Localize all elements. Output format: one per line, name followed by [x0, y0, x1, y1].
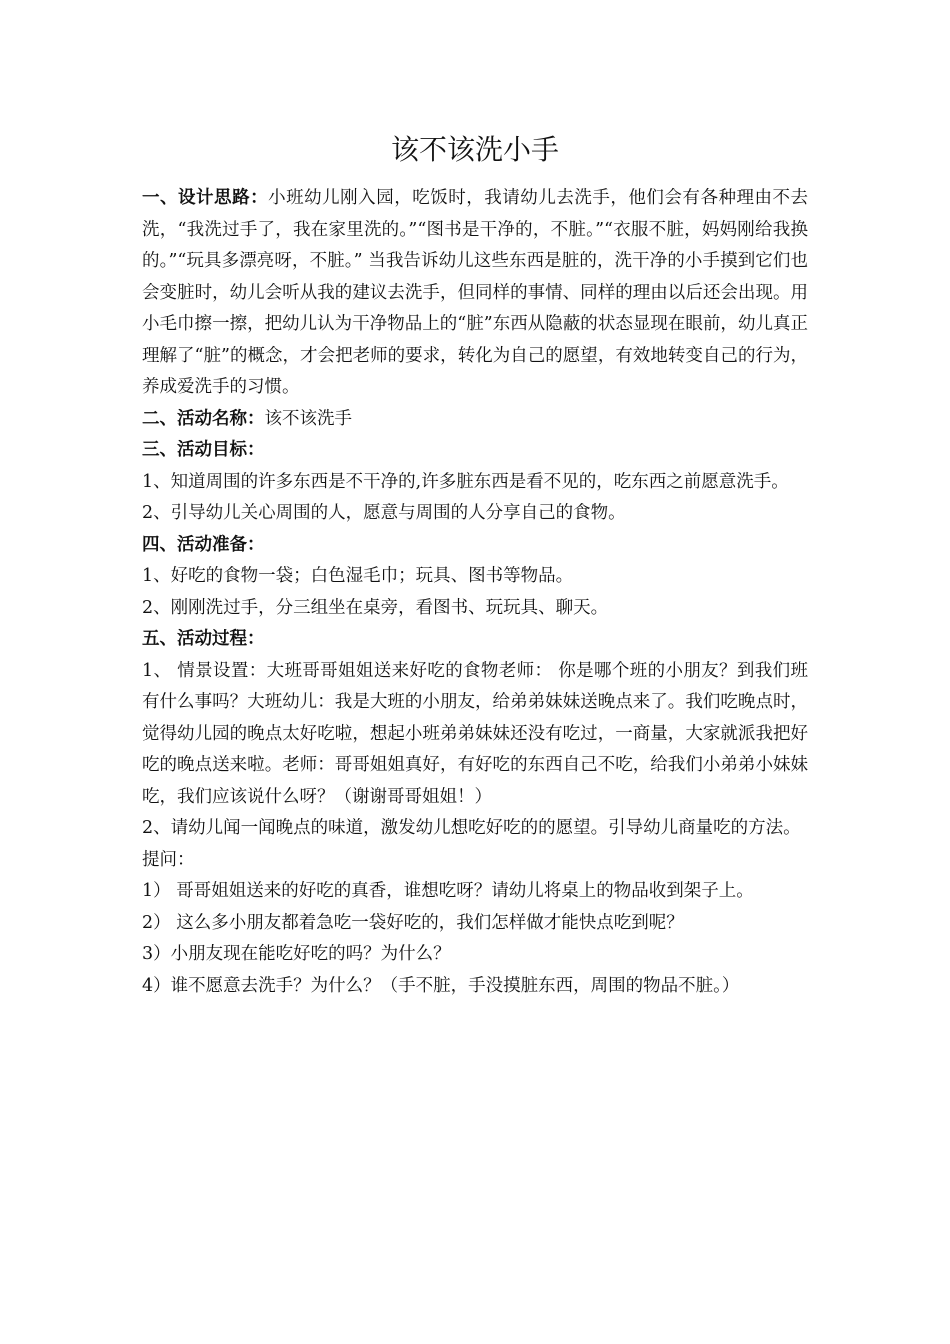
question-item: 4）谁不愿意去洗手？为什么？（手不脏，手没摸脏东西，周围的物品不脏。）: [142, 975, 740, 996]
process-step: 2、请幼儿闻一闻晚点的味道，激发幼儿想吃好吃的的愿望。引导幼儿商量吃的方法。: [142, 818, 801, 838]
question-item: 3）小朋友现在能吃好吃的吗？为什么？: [142, 944, 451, 964]
goals-heading: 三、活动目标：: [142, 440, 265, 460]
question-item: 1） 哥哥姐姐送来的好吃的真香，谁想吃呀？请幼儿将桌上的物品收到架子上。: [142, 881, 754, 901]
process-step: 1、 情景设置：大班哥哥姐姐送来好吃的食物老师： 你是哪个班的小朋友？到我们班有什么事吗？大班幼儿：我是大班的小朋友，给弟弟妹妹送晚点来了。我们吃晚点时，觉得幼儿园的晚点太好吃啦，想起小班弟弟妹妹还没有吃过，一商量，大家就派我把好吃的晚点送来啦。老师：哥哥姐姐真好，有好吃的东西自己不吃，给我们小弟弟小妹妹吃，我们应该说什么呀？（谢谢哥哥姐姐！）: [142, 660, 808, 807]
process-heading: 五、活动过程：: [142, 629, 265, 649]
goal-item: 2、引导幼儿关心周围的人，愿意与周围的人分享自己的食物。: [142, 503, 626, 523]
design-heading: 一、设计思路：: [142, 188, 269, 208]
document-body: [142, 183, 808, 1002]
name-heading: 二、活动名称：: [142, 408, 265, 429]
design-paragraph: [142, 183, 808, 404]
prep-item: 1、好吃的食物一袋；白色湿毛巾；玩具、图书等物品。: [142, 566, 574, 586]
prep-item: 2、刚刚洗过手，分三组坐在桌旁，看图书、玩玩具、聊天。: [142, 597, 609, 618]
goal-item: 1、知道周围的许多东西是不干净的,许多脏东西是看不见的，吃东西之前愿意洗手。: [142, 471, 789, 492]
name-paragraph: [142, 404, 808, 436]
question-label: 提问：: [142, 849, 195, 870]
question-item: 2） 这么多小朋友都着急吃一袋好吃的，我们怎样做才能快点吃到呢？: [142, 912, 684, 933]
name-text: 该不该洗手: [264, 408, 352, 429]
document-title: 该不该洗小手: [390, 133, 559, 166]
design-text: 小班幼儿刚入园，吃饭时，我请幼儿去洗手，他们会有各种理由不去洗，“我洗过手了，我在家里洗的。”“图书是干净的，不脏。”“衣服不脏，妈妈刚给我换的。”“玩具多漂亮呀，不脏。” 当我告诉幼儿这些东西是脏的，洗干净的小手摸到它们也会变脏时，幼儿会听从我的建议去洗手，但同样的事情、同样的理由以后还会出现。用小毛巾擦一擦，把幼儿认为干净物品上的“脏”东西从隐蔽的状态显现在眼前，幼儿真正理解了“脏”的概念，才会把老师的要求，转化为自己的愿望，有效地转变自己的行为，养成爱洗手的习惯。: [142, 188, 809, 397]
prep-heading: 四、活动准备：: [142, 534, 265, 555]
